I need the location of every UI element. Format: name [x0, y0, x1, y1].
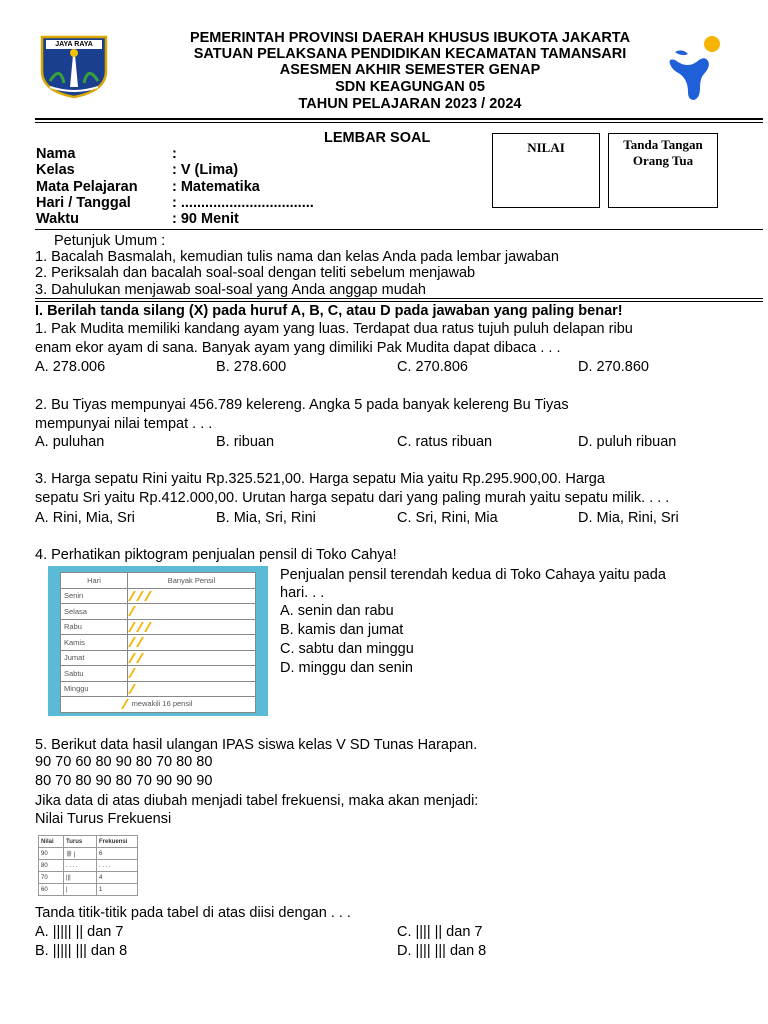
pencil-icon [128, 668, 136, 678]
q1-line-1: 1. Pak Mudita memiliki kandang ayam yang luas. Terdapat dua ratus tujuh puluh delapan ribu [35, 321, 633, 337]
pictogram-count [128, 619, 256, 635]
identity-value-kelas: : V (Lima) [172, 162, 239, 178]
q2-option-a[interactable]: A. puluhan [35, 434, 105, 450]
pictogram-count [128, 635, 256, 651]
identity-label-waktu: Waktu [36, 211, 79, 227]
signature-label-1: Tanda Tangan [623, 137, 703, 152]
pictogram-figure [48, 566, 268, 716]
q2-line-1: 2. Bu Tiyas mempunyai 456.789 kelereng. Angka 5 pada banyak kelereng Bu Tiyas [35, 397, 569, 413]
freq-cell: ||| [64, 872, 97, 884]
freq-header-turus: Turus [64, 836, 97, 848]
instruction-3: 3. Dahulukan menjawab soal-soal yang Anda anggap mudah [35, 282, 426, 298]
freq-row [39, 872, 138, 884]
q3-line-1: 3. Harga sepatu Rini yaitu Rp.325.521,00. Harga sepatu Mia yaitu Rp.295.900,00. Harga [35, 471, 605, 487]
pictogram-table [60, 572, 256, 713]
q4-option-d[interactable]: D. minggu dan senin [280, 660, 413, 676]
instructions-rule-1 [35, 298, 763, 299]
logo-text: JAYA RAYA [55, 41, 93, 48]
header-line-1: PEMERINTAH PROVINSI DAERAH KHUSUS IBUKOTA JAKARTA [189, 30, 631, 46]
pencil-icon [128, 606, 136, 616]
header-line-4: SDN KEAGUNGAN 05 [335, 79, 485, 95]
pictogram-row [61, 650, 256, 666]
freq-cell: 90 [39, 848, 64, 860]
q4-option-c[interactable]: C. sabtu dan minggu [280, 641, 414, 657]
q1-option-c[interactable]: C. 270.806 [397, 359, 468, 375]
q3-option-a[interactable]: A. Rini, Mia, Sri [35, 510, 135, 526]
freq-cell: 卌 | [64, 848, 97, 860]
identity-value-nama: : [172, 146, 177, 162]
header-line-2: SATUAN PELAKSANA PENDIDIKAN KECAMATAN TAMANSARI [193, 46, 627, 62]
q1-line-2: enam ekor ayam di sana. Banyak ayam yang dimiliki Pak Mudita dapat dibaca . . . [35, 340, 561, 356]
pictogram-count [128, 681, 256, 697]
q3-line-2: sepatu Sri yaitu Rp.412.000,00. Urutan harga sepatu dari yang paling murah yaitu sepatu milik. . . . [35, 490, 670, 506]
freq-cell: 6 [97, 848, 138, 860]
pencil-icon [144, 591, 152, 601]
q3-option-b[interactable]: B. Mia, Sri, Rini [216, 510, 316, 526]
q2-option-c[interactable]: C. ratus ribuan [397, 434, 493, 450]
q5-option-b[interactable]: B. ||||| ||| dan 8 [35, 943, 128, 959]
q4-option-a[interactable]: A. senin dan rabu [280, 603, 394, 619]
q5-option-c[interactable]: C. |||| || dan 7 [397, 924, 483, 940]
nilai-label: NILAI [527, 140, 565, 155]
freq-cell: . . . . [97, 860, 138, 872]
header-rule-thin [35, 122, 763, 123]
pictogram-day: Selasa [61, 604, 128, 620]
q2-option-d[interactable]: D. puluh ribuan [578, 434, 677, 450]
q5-line-1: 5. Berikut data hasil ulangan IPAS siswa kelas V SD Tunas Harapan. [35, 737, 478, 753]
freq-cell: 80 [39, 860, 64, 872]
instruction-2: 2. Periksalah dan bacalah soal-soal dengan teliti sebelum menjawab [35, 265, 476, 281]
identity-label-mapel: Mata Pelajaran [36, 179, 138, 195]
signature-box [608, 133, 718, 208]
q4-text-line-1: Penjualan pensil terendah kedua di Toko Cahaya yaitu pada [280, 567, 666, 583]
freq-cell: . . . . [64, 860, 97, 872]
pencil-icon [136, 591, 144, 601]
freq-cell: | [64, 884, 97, 896]
q1-option-d[interactable]: D. 270.860 [578, 359, 649, 375]
pictogram-day: Kamis [61, 635, 128, 651]
pictogram-table-wrap [60, 572, 256, 713]
pictogram-count [128, 650, 256, 666]
pictogram-count [128, 588, 256, 604]
pictogram-row [61, 604, 256, 620]
pictogram-row [61, 666, 256, 682]
q5-line-3: Nilai Turus Frekuensi [35, 811, 172, 827]
pencil-icon [128, 653, 136, 663]
pictogram-legend: mewakili 16 pensil [131, 699, 193, 709]
freq-header-frekuensi: Frekuensi [97, 836, 138, 848]
frequency-table [38, 835, 138, 896]
instructions-title: Petunjuk Umum : [54, 233, 166, 249]
nilai-box [492, 133, 600, 208]
identity-label-tanggal: Hari / Tanggal [36, 195, 131, 211]
q3-option-c[interactable]: C. Sri, Rini, Mia [397, 510, 498, 526]
pencil-icon [144, 622, 152, 632]
pictogram-day: Senin [61, 588, 128, 604]
header-rule-thick [35, 118, 763, 120]
identity-value-tanggal: : ................................. [172, 195, 314, 211]
pictogram-row [61, 588, 256, 604]
pictogram-day: Sabtu [61, 666, 128, 682]
pictogram-header-day: Hari [61, 573, 128, 589]
identity-value-waktu: : 90 Menit [172, 211, 239, 227]
freq-cell: 60 [39, 884, 64, 896]
pictogram-row [61, 619, 256, 635]
q5-data-2: 80 70 80 90 80 70 90 90 90 [35, 773, 213, 789]
pencil-icon [128, 684, 136, 694]
jakarta-logo [40, 35, 108, 99]
pictogram-legend-row [61, 697, 256, 713]
q5-data-1: 90 70 60 80 90 80 70 80 80 [35, 754, 213, 770]
freq-cell: 70 [39, 872, 64, 884]
pencil-icon [121, 699, 129, 709]
pictogram-day: Jumat [61, 650, 128, 666]
q4-text-line-2: hari. . . [280, 585, 325, 601]
q5-line-2: Jika data di atas diubah menjadi tabel frekuensi, maka akan menjadi: [35, 793, 479, 809]
q5-option-a[interactable]: A. ||||| || dan 7 [35, 924, 124, 940]
pencil-icon [128, 591, 136, 601]
pencil-icon [136, 653, 144, 663]
pencil-icon [136, 622, 144, 632]
pictogram-day: Minggu [61, 681, 128, 697]
identity-value-mapel: : Matematika [172, 179, 260, 195]
pictogram-header-count: Banyak Pensil [128, 573, 256, 589]
section-title: I. Berilah tanda silang (X) pada huruf A, B, C, atau D pada jawaban yang paling benar! [35, 303, 623, 319]
instruction-1: 1. Bacalah Basmalah, kemudian tulis nama dan kelas Anda pada lembar jawaban [35, 249, 559, 265]
pencil-icon [136, 637, 144, 647]
freq-row [39, 860, 138, 872]
q4-line-1: 4. Perhatikan piktogram penjualan pensil di Toko Cahya! [35, 547, 397, 563]
q2-option-b[interactable]: B. ribuan [216, 434, 275, 450]
identity-label-kelas: Kelas [36, 162, 75, 178]
signature-label-2: Orang Tua [632, 153, 694, 168]
pencil-icon [128, 622, 136, 632]
freq-row [39, 848, 138, 860]
identity-rule [35, 229, 763, 230]
pictogram-count [128, 604, 256, 620]
q5-line-4: Tanda titik-titik pada tabel di atas diisi dengan . . . [35, 905, 351, 921]
header-line-5: TAHUN PELAJARAN 2023 / 2024 [298, 96, 522, 112]
q2-line-2: mempunyai nilai tempat . . . [35, 416, 213, 432]
pictogram-row [61, 635, 256, 651]
freq-cell: 1 [97, 884, 138, 896]
q1-option-b[interactable]: B. 278.600 [216, 359, 287, 375]
pencil-icon [128, 637, 136, 647]
q3-option-d[interactable]: D. Mia, Rini, Sri [578, 510, 679, 526]
frequency-table-wrap [38, 835, 138, 896]
identity-label-nama: Nama [36, 146, 76, 162]
q1-option-a[interactable]: A. 278.006 [35, 359, 106, 375]
q5-option-d[interactable]: D. |||| ||| dan 8 [397, 943, 487, 959]
pictogram-row [61, 681, 256, 697]
instructions-rule-2 [35, 301, 763, 302]
q4-option-b[interactable]: B. kamis dan jumat [280, 622, 404, 638]
freq-cell: 4 [97, 872, 138, 884]
freq-row [39, 884, 138, 896]
pictogram-day: Rabu [61, 619, 128, 635]
pictogram-count [128, 666, 256, 682]
sheet-title: LEMBAR SOAL [324, 130, 431, 146]
header-line-3: ASESMEN AKHIR SEMESTER GENAP [279, 62, 541, 78]
freq-header-nilai: Nilai [39, 836, 64, 848]
